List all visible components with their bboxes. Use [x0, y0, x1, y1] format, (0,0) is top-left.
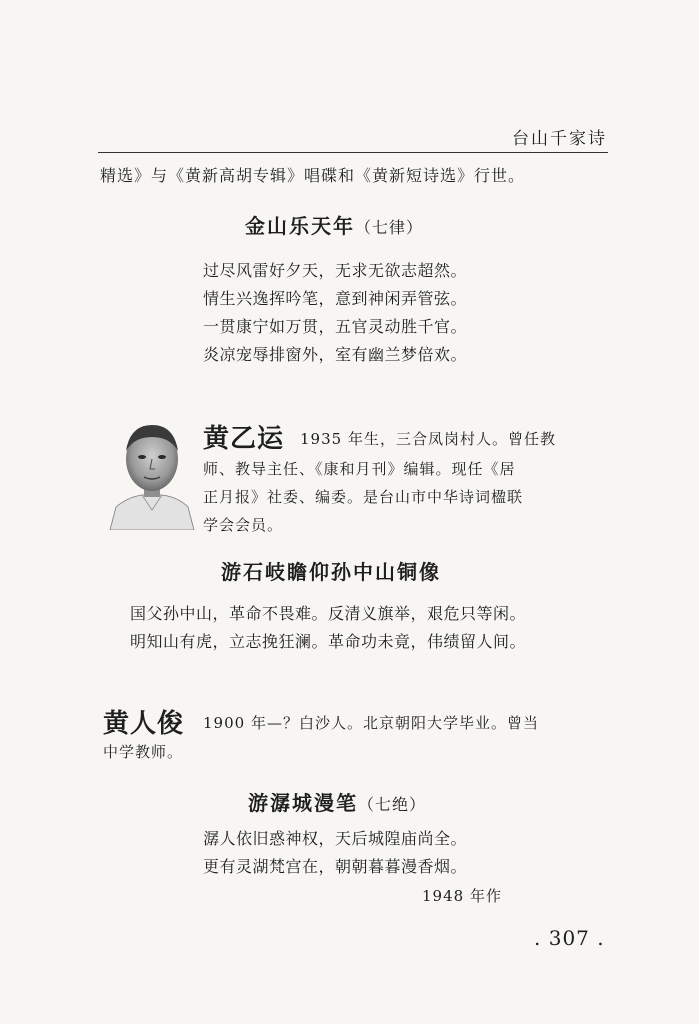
- poem-title: 游石岐瞻仰孙中山铜像: [221, 560, 441, 584]
- poem-title: [245, 210, 423, 239]
- poem-line: 国父孙中山，革命不畏难。反清义旗举，艰危只等闲。: [130, 604, 527, 623]
- poem-title-text: 金山乐天年: [245, 214, 355, 238]
- bio-line: 师、教导主任、《康和月刊》编辑。现任《居: [203, 460, 516, 478]
- poem-line: 情生兴逸挥吟笔，意到神闲弄管弦。: [203, 289, 468, 308]
- poem-line: 潺人依旧惑神权，天后城隍庙尚全。: [203, 829, 468, 848]
- header-rule: [98, 152, 608, 153]
- continuation-text: 精选》与《黄新高胡专辑》唱碟和《黄新短诗选》行世。: [100, 166, 526, 185]
- bio-line: 中学教师。: [103, 743, 184, 761]
- date-note: 1948 年作: [422, 887, 502, 905]
- poem-form: （七律）: [355, 218, 424, 237]
- poem-form: （七绝）: [358, 795, 427, 814]
- poem-line: 一贯康宁如万贯，五官灵动胜千官。: [203, 317, 468, 336]
- bio-line: 1900 年—？白沙人。北京朝阳大学毕业。曾当: [203, 714, 539, 732]
- poem-title: [248, 787, 426, 816]
- poet-name: 黄乙运: [203, 424, 285, 454]
- page-number: . 307 .: [534, 926, 605, 950]
- poem-line: 炎凉宠辱排窗外，室有幽兰梦倍欢。: [203, 345, 468, 364]
- poem-line: 明知山有虎，立志挽狂澜。革命功未竟，伟绩留人间。: [130, 632, 527, 651]
- running-header-title: 台山千家诗: [512, 129, 607, 149]
- poet-portrait: [108, 415, 196, 530]
- bio-line: 1935 年生，三合凤岗村人。曾任教: [300, 430, 556, 448]
- bio-line: 学会会员。: [203, 516, 284, 534]
- poem-title-text: 游潺城漫笔: [248, 791, 358, 815]
- poet-name: 黄人俊: [103, 709, 185, 739]
- poem-line: 更有灵湖梵宫在，朝朝暮暮漫香烟。: [203, 857, 468, 876]
- bio-line: 正月报》社委、编委。是台山市中华诗词楹联: [203, 488, 524, 506]
- poem-line: 过尽风雷好夕天，无求无欲志超然。: [203, 261, 468, 280]
